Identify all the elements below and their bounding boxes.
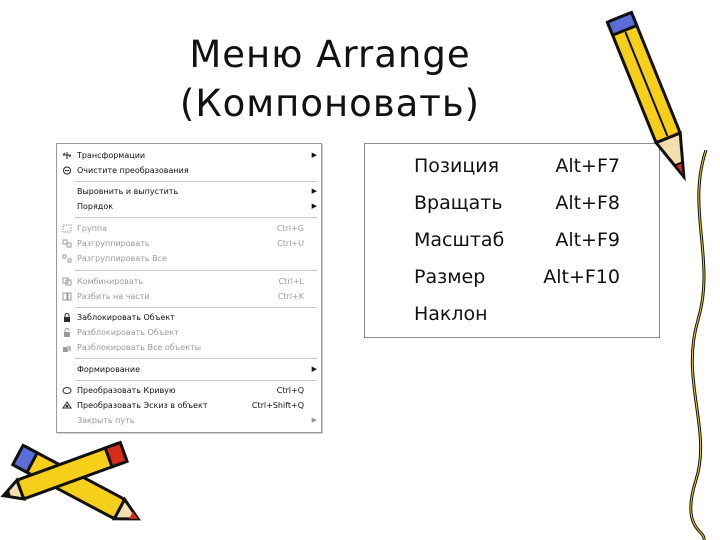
slide-title-line-1: Меню Arrange — [189, 33, 471, 76]
group-icon — [62, 224, 72, 233]
shortcut-row-size[interactable]: Размер Alt+F10 — [414, 266, 620, 288]
slide-title — [160, 30, 500, 128]
unlock-all-icon — [62, 343, 72, 352]
submenu-arrow-icon: ▶ — [311, 151, 317, 159]
convert-outline-icon — [62, 401, 72, 410]
menu-item-order[interactable]: Порядок ▶ — [57, 199, 321, 214]
menu-item-ungroup[interactable]: Разгруппировать Ctrl+U — [57, 236, 321, 251]
menu-item-combine[interactable]: Комбинировать Ctrl+L — [57, 274, 321, 289]
unlock-icon — [62, 328, 72, 337]
menu-item-transformations[interactable]: Трансформации ▶ — [57, 148, 321, 163]
shortcut-row-rotate[interactable]: Вращать Alt+F8 — [414, 192, 620, 214]
submenu-arrow-icon: ▶ — [311, 202, 317, 210]
menu-item-convert-outline[interactable]: Преобразовать Эскиз в объект Ctrl+Shift+Q — [57, 398, 321, 413]
lock-icon — [62, 313, 72, 322]
submenu-arrow-icon: ▶ — [311, 416, 317, 424]
submenu-arrow-icon: ▶ — [311, 187, 317, 195]
menu-item-break-apart[interactable]: Разбить на части Ctrl+K — [57, 289, 321, 304]
menu-separator — [75, 380, 317, 381]
menu-item-shaping[interactable]: Формирование ▶ — [57, 362, 321, 377]
slide-title-line-2: (Компоновать) — [179, 82, 481, 125]
shortcut-row-skew[interactable]: Наклон — [414, 303, 488, 325]
decorative-wavy-line — [676, 150, 720, 540]
shortcut-row-scale[interactable]: Масштаб Alt+F9 — [414, 229, 620, 251]
convert-curve-icon — [62, 386, 72, 395]
break-apart-icon — [62, 292, 72, 301]
shortcut-row-position[interactable]: Позиция Alt+F7 — [414, 155, 620, 177]
crossed-pencils-clipart — [0, 430, 150, 540]
menu-item-lock-object[interactable]: Заблокировать Объект — [57, 310, 321, 325]
menu-separator — [75, 358, 317, 359]
menu-item-unlock-object[interactable]: Разблокировать Объект — [57, 325, 321, 340]
menu-item-close-path[interactable]: Закрыть путь ▶ — [57, 413, 321, 428]
ungroup-icon — [62, 239, 72, 248]
menu-item-convert-to-curves[interactable]: Преобразовать Кривую Ctrl+Q — [57, 383, 321, 398]
menu-item-group[interactable]: Группа Ctrl+G — [57, 221, 321, 236]
menu-item-unlock-all[interactable]: Разблокировать Все объекты — [57, 340, 321, 355]
clear-transform-icon — [62, 166, 72, 175]
arrange-menu — [56, 143, 322, 433]
menu-separator — [75, 217, 317, 218]
transform-icon — [62, 151, 72, 160]
submenu-arrow-icon: ▶ — [311, 365, 317, 373]
menu-separator — [75, 181, 317, 182]
menu-item-align-distribute[interactable]: Выровнить и выпустить ▶ — [57, 184, 321, 199]
ungroup-all-icon — [62, 254, 72, 263]
menu-item-ungroup-all[interactable]: Разгруппировать Все — [57, 251, 321, 266]
menu-separator — [75, 270, 317, 271]
combine-icon — [62, 277, 72, 286]
menu-item-clear-transformations[interactable]: Очистите преобразования — [57, 163, 321, 178]
menu-separator — [75, 307, 317, 308]
